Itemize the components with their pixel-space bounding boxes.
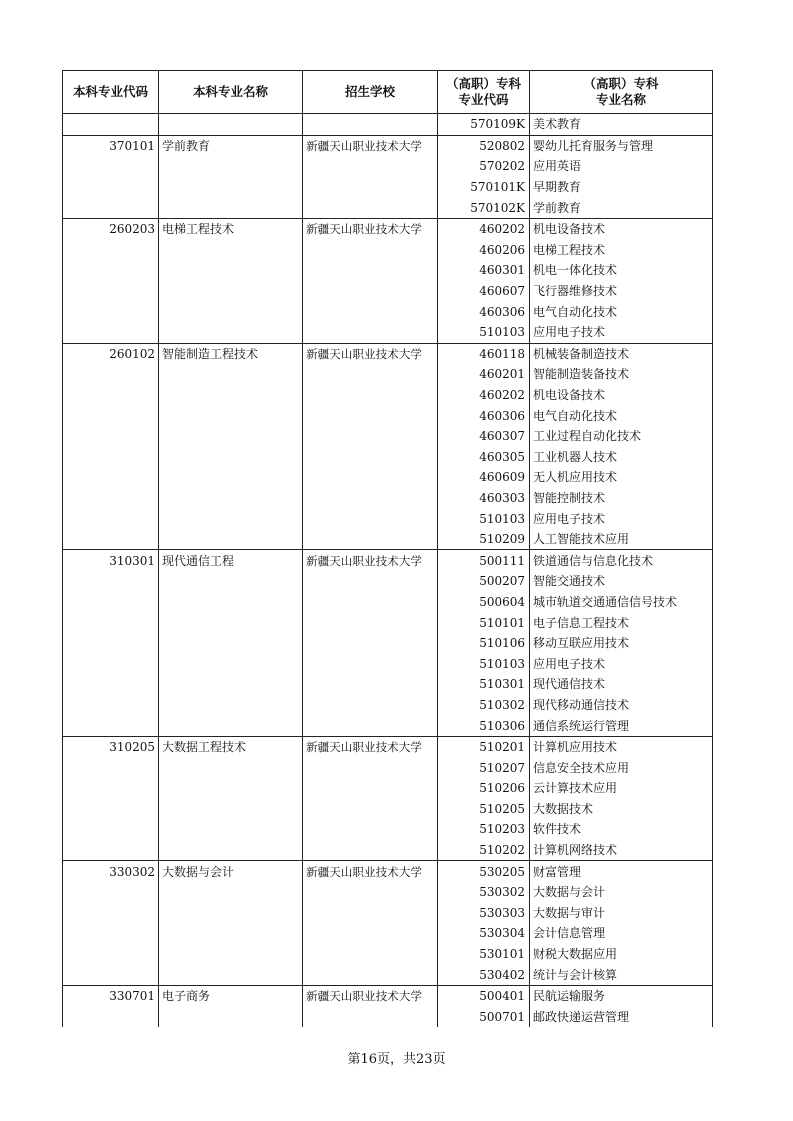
vocational-name-cell: 民航运输服务: [530, 985, 713, 1006]
undergrad-name-cell: [159, 695, 303, 716]
undergrad-name-cell: [159, 612, 303, 633]
table-row: [63, 197, 713, 218]
school-cell: [303, 260, 438, 281]
undergrad-name-cell: [159, 177, 303, 198]
table-row: [63, 882, 713, 903]
vocational-code-cell: 460307: [438, 426, 530, 447]
table-row: [63, 426, 713, 447]
undergrad-code-cell: [63, 405, 159, 426]
table-row: [63, 343, 713, 364]
undergrad-code-cell: [63, 508, 159, 529]
undergrad-code-cell: [63, 488, 159, 509]
school-cell: 新疆天山职业技术大学: [303, 218, 438, 239]
vocational-code-cell: 460201: [438, 364, 530, 385]
undergrad-code-cell: [63, 778, 159, 799]
undergrad-name-cell: [159, 882, 303, 903]
undergrad-code-cell: [63, 260, 159, 281]
school-cell: 新疆天山职业技术大学: [303, 135, 438, 156]
undergrad-name-cell: 现代通信工程: [159, 550, 303, 571]
undergrad-code-cell: [63, 695, 159, 716]
table-row: [63, 715, 713, 736]
table-row: [63, 301, 713, 322]
undergrad-code-cell: [63, 612, 159, 633]
undergrad-name-cell: [159, 156, 303, 177]
undergrad-name-cell: [159, 819, 303, 840]
undergrad-name-cell: [159, 903, 303, 924]
undergrad-name-cell: [159, 633, 303, 654]
table-row: [63, 923, 713, 944]
vocational-code-cell: 510301: [438, 674, 530, 695]
vocational-name-cell: 统计与会计核算: [530, 964, 713, 985]
vocational-code-cell: 460202: [438, 218, 530, 239]
vocational-code-cell: 500111: [438, 550, 530, 571]
vocational-name-cell: 现代通信技术: [530, 674, 713, 695]
undergrad-code-cell: [63, 840, 159, 861]
vocational-code-cell: 460306: [438, 301, 530, 322]
vocational-name-cell: 大数据技术: [530, 799, 713, 820]
school-cell: [303, 322, 438, 343]
vocational-code-cell: 510302: [438, 695, 530, 716]
vocational-name-cell: 通信系统运行管理: [530, 715, 713, 736]
undergrad-name-cell: [159, 923, 303, 944]
vocational-code-cell: 530303: [438, 903, 530, 924]
school-cell: [303, 695, 438, 716]
undergrad-code-cell: [63, 385, 159, 406]
undergrad-code-cell: [63, 903, 159, 924]
vocational-code-cell: 500401: [438, 985, 530, 1006]
vocational-code-cell: 510103: [438, 322, 530, 343]
undergrad-code-cell: [63, 467, 159, 488]
school-cell: [303, 592, 438, 613]
undergrad-name-cell: [159, 944, 303, 965]
vocational-code-cell: 510106: [438, 633, 530, 654]
school-cell: [303, 447, 438, 468]
undergrad-name-cell: [159, 715, 303, 736]
undergrad-name-cell: [159, 364, 303, 385]
undergrad-name-cell: [159, 508, 303, 529]
undergrad-name-cell: [159, 322, 303, 343]
undergrad-code-cell: [63, 882, 159, 903]
vocational-code-cell: 510203: [438, 819, 530, 840]
vocational-code-cell: 510205: [438, 799, 530, 820]
undergrad-name-cell: [159, 964, 303, 985]
vocational-name-cell: 人工智能技术应用: [530, 529, 713, 550]
vocational-name-cell: 大数据与会计: [530, 882, 713, 903]
school-cell: [303, 281, 438, 302]
school-cell: [303, 114, 438, 136]
table-row: [63, 550, 713, 571]
table-row: [63, 861, 713, 882]
school-cell: [303, 571, 438, 592]
table-row: [63, 944, 713, 965]
table-row: [63, 674, 713, 695]
table-row: [63, 156, 713, 177]
undergrad-code-cell: [63, 447, 159, 468]
school-cell: [303, 467, 438, 488]
undergrad-code-cell: 370101: [63, 135, 159, 156]
undergrad-name-cell: [159, 757, 303, 778]
undergrad-code-cell: [63, 715, 159, 736]
table-row: [63, 405, 713, 426]
table-row: [63, 135, 713, 156]
vocational-name-cell: 智能控制技术: [530, 488, 713, 509]
undergrad-name-cell: [159, 653, 303, 674]
header-undergrad-code: 本科专业代码: [63, 71, 159, 114]
vocational-code-cell: 510207: [438, 757, 530, 778]
table-row: [63, 903, 713, 924]
vocational-name-cell: 电梯工程技术: [530, 240, 713, 261]
undergrad-name-cell: 电梯工程技术: [159, 218, 303, 239]
undergrad-code-cell: [63, 281, 159, 302]
school-cell: [303, 156, 438, 177]
undergrad-code-cell: [63, 674, 159, 695]
table-row: [63, 1007, 713, 1028]
undergrad-code-cell: [63, 197, 159, 218]
vocational-code-cell: 510306: [438, 715, 530, 736]
undergrad-name-cell: [159, 571, 303, 592]
vocational-code-cell: 530205: [438, 861, 530, 882]
vocational-name-cell: 软件技术: [530, 819, 713, 840]
table-row: [63, 592, 713, 613]
undergrad-code-cell: [63, 799, 159, 820]
vocational-name-cell: 早期教育: [530, 177, 713, 198]
header-vocational-code: （高职）专科 专业代码: [438, 71, 530, 114]
school-cell: [303, 633, 438, 654]
table-row: [63, 218, 713, 239]
vocational-code-cell: 500701: [438, 1007, 530, 1028]
vocational-code-cell: 570109K: [438, 114, 530, 136]
table-row: [63, 778, 713, 799]
table-row: [63, 177, 713, 198]
vocational-code-cell: 460305: [438, 447, 530, 468]
school-cell: [303, 923, 438, 944]
undergrad-name-cell: [159, 260, 303, 281]
vocational-code-cell: 460306: [438, 405, 530, 426]
vocational-code-cell: 510101: [438, 612, 530, 633]
undergrad-code-cell: [63, 364, 159, 385]
school-cell: [303, 364, 438, 385]
undergrad-name-cell: [159, 778, 303, 799]
undergrad-code-cell: [63, 757, 159, 778]
table-row: [63, 529, 713, 550]
vocational-name-cell: 电气自动化技术: [530, 301, 713, 322]
vocational-name-cell: 应用电子技术: [530, 653, 713, 674]
school-cell: [303, 197, 438, 218]
vocational-name-cell: 无人机应用技术: [530, 467, 713, 488]
page-footer: 第16页，共23页: [347, 1052, 446, 1067]
undergrad-code-cell: [63, 301, 159, 322]
school-cell: [303, 240, 438, 261]
vocational-name-cell: 电气自动化技术: [530, 405, 713, 426]
vocational-name-cell: 城市轨道交通通信信号技术: [530, 592, 713, 613]
school-cell: [303, 757, 438, 778]
undergrad-name-cell: 电子商务: [159, 985, 303, 1006]
school-cell: [303, 819, 438, 840]
undergrad-name-cell: [159, 529, 303, 550]
vocational-name-cell: 应用电子技术: [530, 322, 713, 343]
vocational-code-cell: 570101K: [438, 177, 530, 198]
vocational-name-cell: 大数据与审计: [530, 903, 713, 924]
vocational-code-cell: 520802: [438, 135, 530, 156]
vocational-code-cell: 570202: [438, 156, 530, 177]
vocational-code-cell: 510201: [438, 736, 530, 757]
table-row: [63, 240, 713, 261]
header-vocational-name: （高职）专科 专业名称: [530, 71, 713, 114]
undergrad-code-cell: 310205: [63, 736, 159, 757]
undergrad-name-cell: 大数据工程技术: [159, 736, 303, 757]
major-mapping-table-container: [62, 70, 712, 1027]
table-row: [63, 281, 713, 302]
undergrad-name-cell: 学前教育: [159, 135, 303, 156]
vocational-code-cell: 500604: [438, 592, 530, 613]
table-row: [63, 985, 713, 1006]
school-cell: [303, 882, 438, 903]
school-cell: [303, 778, 438, 799]
header-school: 招生学校: [303, 71, 438, 114]
undergrad-name-cell: [159, 405, 303, 426]
school-cell: [303, 944, 438, 965]
school-cell: [303, 405, 438, 426]
school-cell: [303, 799, 438, 820]
table-row: [63, 840, 713, 861]
undergrad-code-cell: [63, 633, 159, 654]
table-row: [63, 653, 713, 674]
vocational-code-cell: 510202: [438, 840, 530, 861]
vocational-code-cell: 460301: [438, 260, 530, 281]
vocational-name-cell: 云计算技术应用: [530, 778, 713, 799]
school-cell: 新疆天山职业技术大学: [303, 736, 438, 757]
vocational-code-cell: 510103: [438, 653, 530, 674]
school-cell: 新疆天山职业技术大学: [303, 861, 438, 882]
school-cell: [303, 529, 438, 550]
vocational-code-cell: 460118: [438, 343, 530, 364]
undergrad-code-cell: [63, 156, 159, 177]
vocational-code-cell: 460609: [438, 467, 530, 488]
undergrad-code-cell: [63, 1007, 159, 1028]
school-cell: [303, 385, 438, 406]
table-row: [63, 964, 713, 985]
table-header-row: [63, 71, 713, 114]
school-cell: [303, 488, 438, 509]
school-cell: [303, 653, 438, 674]
undergrad-name-cell: [159, 240, 303, 261]
table-row: [63, 571, 713, 592]
vocational-name-cell: 飞行器维修技术: [530, 281, 713, 302]
vocational-code-cell: 500207: [438, 571, 530, 592]
undergrad-code-cell: [63, 529, 159, 550]
vocational-code-cell: 570102K: [438, 197, 530, 218]
table-row: [63, 612, 713, 633]
major-mapping-table: [62, 70, 713, 1027]
undergrad-name-cell: [159, 197, 303, 218]
vocational-code-cell: 460607: [438, 281, 530, 302]
table-row: [63, 385, 713, 406]
school-cell: 新疆天山职业技术大学: [303, 985, 438, 1006]
school-cell: [303, 840, 438, 861]
table-row: [63, 508, 713, 529]
table-row: [63, 447, 713, 468]
undergrad-name-cell: [159, 592, 303, 613]
undergrad-code-cell: [63, 653, 159, 674]
vocational-name-cell: 机电设备技术: [530, 385, 713, 406]
table-row: [63, 736, 713, 757]
vocational-name-cell: 智能交通技术: [530, 571, 713, 592]
vocational-code-cell: 460206: [438, 240, 530, 261]
vocational-code-cell: 510103: [438, 508, 530, 529]
vocational-name-cell: 工业机器人技术: [530, 447, 713, 468]
vocational-name-cell: 会计信息管理: [530, 923, 713, 944]
vocational-name-cell: 现代移动通信技术: [530, 695, 713, 716]
school-cell: [303, 674, 438, 695]
undergrad-name-cell: 智能制造工程技术: [159, 343, 303, 364]
school-cell: [303, 301, 438, 322]
vocational-name-cell: 智能制造装备技术: [530, 364, 713, 385]
table-row: [63, 114, 713, 136]
vocational-name-cell: 财富管理: [530, 861, 713, 882]
school-cell: [303, 508, 438, 529]
vocational-name-cell: 工业过程自动化技术: [530, 426, 713, 447]
undergrad-code-cell: [63, 944, 159, 965]
table-row: [63, 488, 713, 509]
vocational-name-cell: 应用英语: [530, 156, 713, 177]
undergrad-name-cell: [159, 488, 303, 509]
vocational-code-cell: 510206: [438, 778, 530, 799]
table-row: [63, 695, 713, 716]
vocational-name-cell: 婴幼儿托育服务与管理: [530, 135, 713, 156]
undergrad-code-cell: 260203: [63, 218, 159, 239]
undergrad-name-cell: [159, 1007, 303, 1028]
school-cell: [303, 612, 438, 633]
table-row: [63, 467, 713, 488]
undergrad-name-cell: [159, 799, 303, 820]
table-body: [63, 114, 713, 1028]
vocational-code-cell: 530304: [438, 923, 530, 944]
undergrad-code-cell: [63, 322, 159, 343]
undergrad-code-cell: 330701: [63, 985, 159, 1006]
vocational-code-cell: 460303: [438, 488, 530, 509]
vocational-name-cell: 邮政快递运营管理: [530, 1007, 713, 1028]
vocational-name-cell: 机电一体化技术: [530, 260, 713, 281]
vocational-name-cell: 电子信息工程技术: [530, 612, 713, 633]
undergrad-name-cell: [159, 467, 303, 488]
undergrad-code-cell: 310301: [63, 550, 159, 571]
undergrad-name-cell: [159, 840, 303, 861]
school-cell: 新疆天山职业技术大学: [303, 550, 438, 571]
header-undergrad-name: 本科专业名称: [159, 71, 303, 114]
undergrad-code-cell: [63, 426, 159, 447]
school-cell: [303, 715, 438, 736]
undergrad-code-cell: [63, 964, 159, 985]
school-cell: [303, 426, 438, 447]
vocational-name-cell: 学前教育: [530, 197, 713, 218]
school-cell: 新疆天山职业技术大学: [303, 343, 438, 364]
undergrad-name-cell: [159, 281, 303, 302]
undergrad-name-cell: [159, 114, 303, 136]
table-row: [63, 364, 713, 385]
school-cell: [303, 964, 438, 985]
school-cell: [303, 903, 438, 924]
undergrad-code-cell: [63, 592, 159, 613]
undergrad-code-cell: [63, 177, 159, 198]
undergrad-name-cell: 大数据与会计: [159, 861, 303, 882]
vocational-code-cell: 530302: [438, 882, 530, 903]
undergrad-code-cell: 260102: [63, 343, 159, 364]
undergrad-code-cell: [63, 571, 159, 592]
vocational-code-cell: 530402: [438, 964, 530, 985]
undergrad-code-cell: 330302: [63, 861, 159, 882]
vocational-name-cell: 机械装备制造技术: [530, 343, 713, 364]
school-cell: [303, 1007, 438, 1028]
vocational-name-cell: 财税大数据应用: [530, 944, 713, 965]
undergrad-name-cell: [159, 674, 303, 695]
undergrad-code-cell: [63, 819, 159, 840]
vocational-name-cell: 信息安全技术应用: [530, 757, 713, 778]
table-row: [63, 819, 713, 840]
vocational-name-cell: 应用电子技术: [530, 508, 713, 529]
vocational-name-cell: 移动互联应用技术: [530, 633, 713, 654]
vocational-name-cell: 美术教育: [530, 114, 713, 136]
table-row: [63, 322, 713, 343]
undergrad-name-cell: [159, 426, 303, 447]
vocational-code-cell: 510209: [438, 529, 530, 550]
school-cell: [303, 177, 438, 198]
vocational-name-cell: 计算机网络技术: [530, 840, 713, 861]
vocational-code-cell: 460202: [438, 385, 530, 406]
undergrad-name-cell: [159, 301, 303, 322]
table-row: [63, 799, 713, 820]
undergrad-code-cell: [63, 240, 159, 261]
vocational-name-cell: 铁道通信与信息化技术: [530, 550, 713, 571]
undergrad-code-cell: [63, 114, 159, 136]
undergrad-code-cell: [63, 923, 159, 944]
vocational-name-cell: 机电设备技术: [530, 218, 713, 239]
table-row: [63, 633, 713, 654]
undergrad-name-cell: [159, 385, 303, 406]
table-row: [63, 757, 713, 778]
undergrad-name-cell: [159, 447, 303, 468]
vocational-name-cell: 计算机应用技术: [530, 736, 713, 757]
table-row: [63, 260, 713, 281]
vocational-code-cell: 530101: [438, 944, 530, 965]
